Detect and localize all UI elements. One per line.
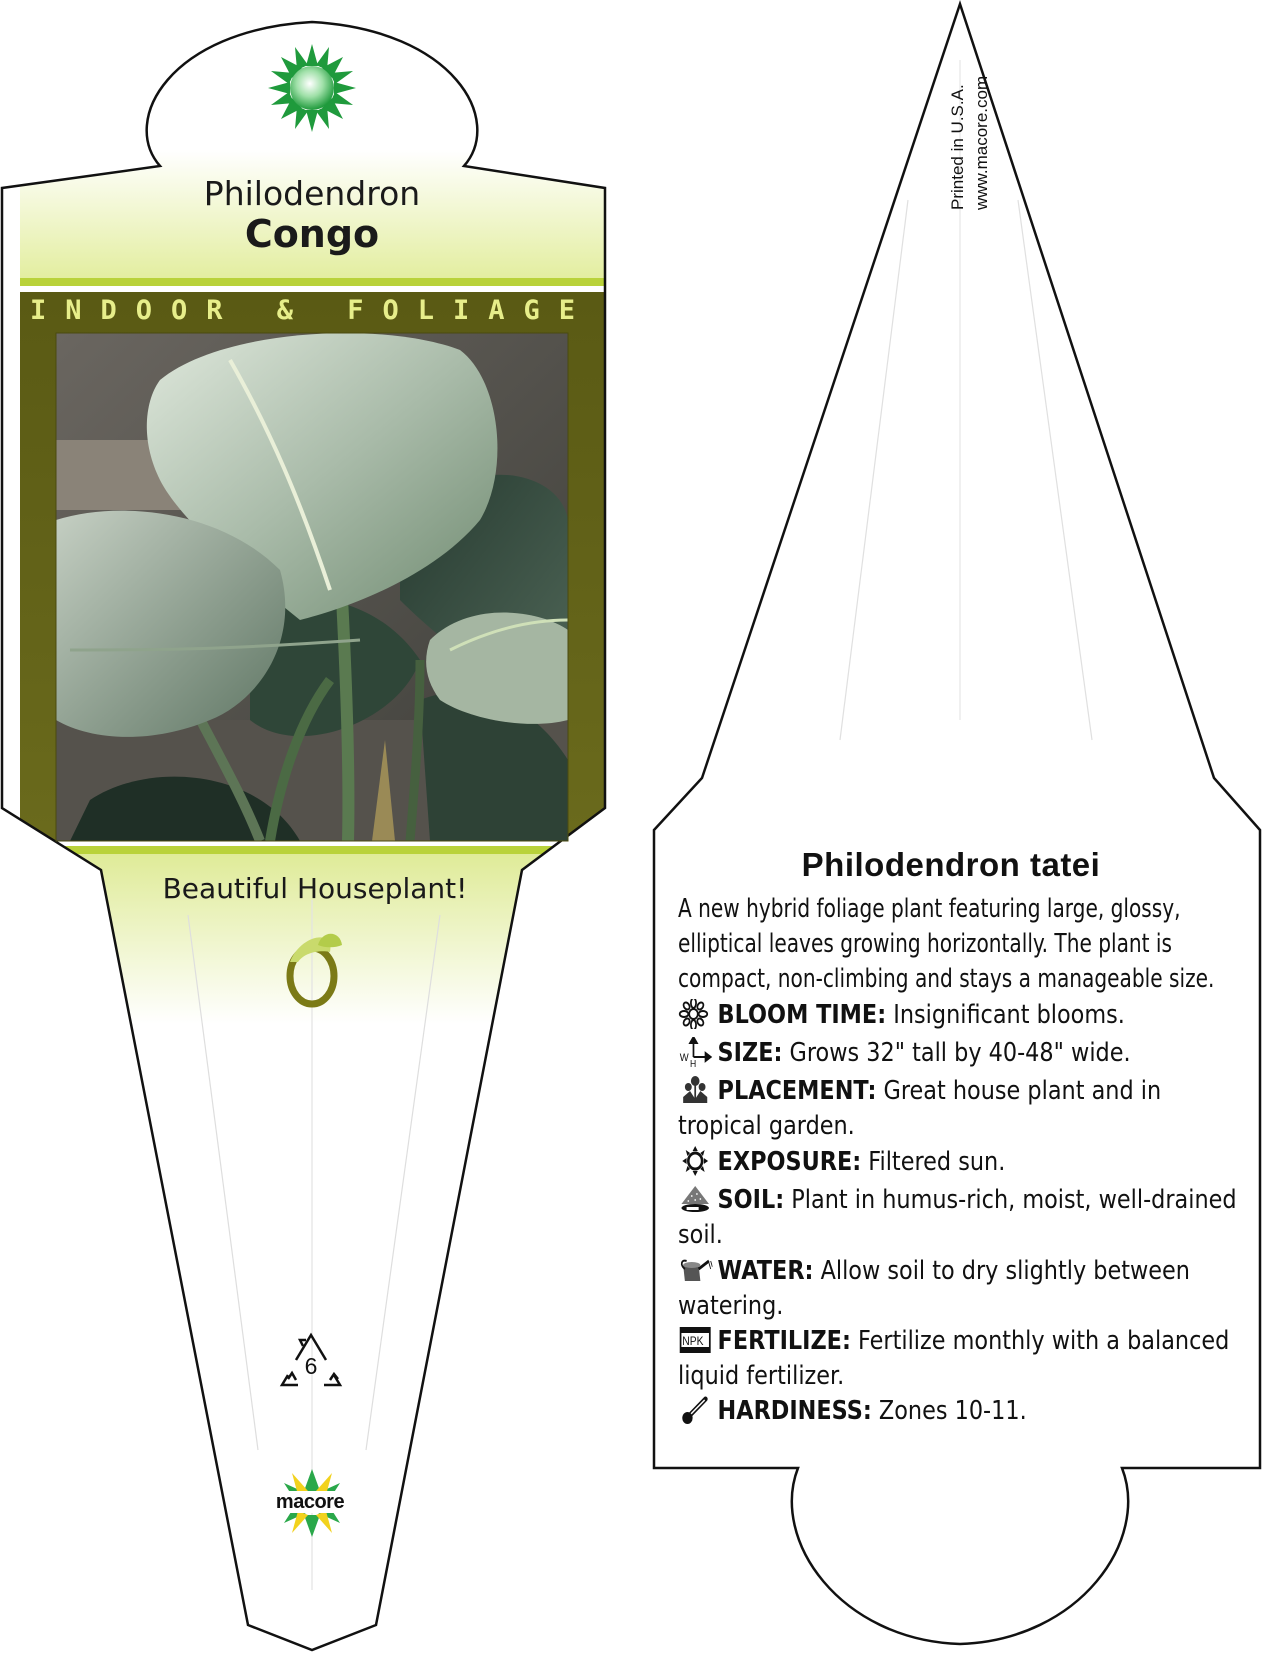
attribute-label: SIZE: [717, 1038, 783, 1068]
attribute-row [678, 1145, 1237, 1180]
sun-logo-icon [268, 44, 356, 132]
attribute-text: Great house plant and in tropical garden. [678, 1076, 1162, 1141]
attribute-label: BLOOM TIME: [717, 1000, 887, 1030]
npk-icon [678, 1325, 712, 1355]
attribute-text: Plant in humus-rich, moist, well-drained soil. [678, 1185, 1237, 1250]
attribute-text: Fertilize monthly with a balanced liquid fertilizer. [678, 1326, 1230, 1391]
placement-icon [678, 1075, 712, 1105]
watering-can-icon [678, 1255, 712, 1285]
sun-icon [678, 1146, 712, 1176]
attribute-row [678, 998, 1237, 1033]
flower-icon [678, 999, 712, 1029]
svg-text:NPK: NPK [682, 1335, 704, 1349]
svg-text:H: H [690, 1058, 697, 1067]
website: www.macore.com [972, 75, 991, 210]
printed-in: Printed in U.S.A. [948, 84, 967, 210]
plant-photo [56, 333, 568, 841]
attribute-row [678, 1074, 1237, 1144]
soil-icon [678, 1184, 712, 1214]
attribute-text: Allow soil to dry slightly between watering. [678, 1256, 1190, 1321]
attribute-row [678, 1324, 1237, 1394]
thermometer-icon [678, 1395, 712, 1425]
attribute-row [678, 1036, 1237, 1071]
category-label: INDOOR & FOLIAGE [29, 295, 595, 326]
size-icon [678, 1037, 712, 1067]
attribute-row [678, 1183, 1237, 1253]
attribute-label: EXPOSURE: [717, 1147, 862, 1177]
attribute-text: Insignificant blooms. [893, 1000, 1125, 1030]
svg-text:W: W [679, 1052, 689, 1065]
attribute-text: Grows 32" tall by 40-48" wide. [789, 1038, 1131, 1068]
common-name: Philodendron [203, 174, 421, 213]
attribute-text: Zones 10-11. [878, 1396, 1027, 1426]
tagline: Beautiful Houseplant! [162, 872, 468, 905]
attribute-row [678, 1254, 1237, 1324]
brand-name: macore [275, 1491, 345, 1513]
attribute-text: Filtered sun. [868, 1147, 1006, 1177]
recycle-code: 6 [304, 1353, 318, 1379]
attribute-label: FERTILIZE: [717, 1326, 851, 1356]
attribute-label: HARDINESS: [717, 1396, 872, 1426]
attribute-label: SOIL: [717, 1185, 785, 1215]
description: A new hybrid foliage plant featuring large, glossy, elliptical leaves growing horizontally. The plant is compact, non-climbing and stays a manageable size. [678, 894, 1215, 994]
attribute-label: PLACEMENT: [717, 1076, 877, 1106]
botanical-title: Philodendron tatei [801, 846, 1101, 883]
attribute-label: WATER: [717, 1256, 814, 1286]
cultivar-name: Congo [244, 212, 380, 256]
attribute-row [678, 1394, 1237, 1429]
